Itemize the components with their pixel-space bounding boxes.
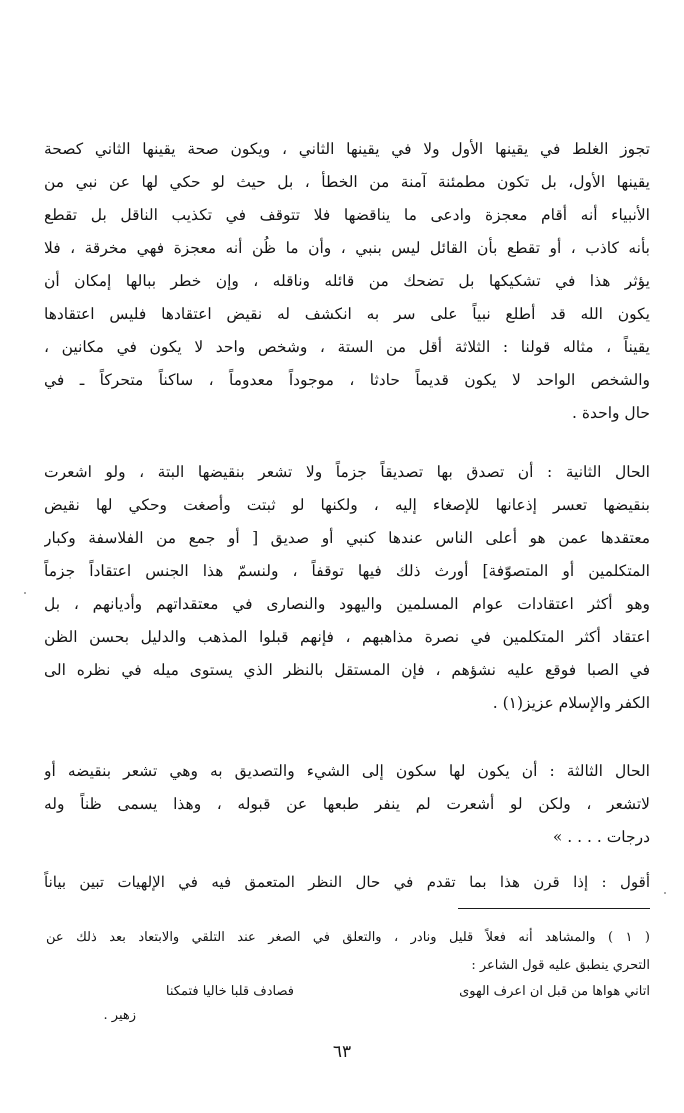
footnote-verse-second-hemistich: فصادف قلبا خاليا فتمكنا <box>165 984 294 999</box>
text-line: معتقدها عمن هو أعلى الناس عندها كنبي أو صديق [ أو جمع من الفلاسفة وكبار <box>44 529 650 547</box>
paragraph-third-state <box>44 755 650 854</box>
text-line: وهو أكثر اعتقادات عوام المسلمين واليهود والنصارى في معتقداتهم وأديانهم ، بل <box>44 595 650 613</box>
text-line: لاتشعر ، ولكن لو أشعرت لم ينفر طبعها عن قبوله ، وهذا يسمى ظناً وله <box>44 795 650 813</box>
text-line: الحال الثانية : أن تصدق بها تصديقاً جزماً ولا تشعر بنقيضها البتة ، ولو اشعرت <box>44 463 650 481</box>
text-line: درجات . . . . » <box>552 828 650 846</box>
text-line: في الصبا فوقع عليه نشؤهم ، فإن المستقل بالنظر الذي يستوى ميله في نظره الى <box>44 661 650 679</box>
footnote-separator <box>458 908 650 909</box>
paragraph-author-comment <box>44 866 650 899</box>
text-line: المتكلمين أو المتصوّفة] أورث ذلك فيها توقفاً ، ولنسمّ هذا الجنس اعتقاداً جزماً <box>44 562 650 580</box>
margin-speck <box>24 592 26 594</box>
text-line: حال واحدة . <box>572 404 650 422</box>
margin-speck <box>664 892 666 894</box>
text-line: الكفر والإسلام عزيز(١) . <box>492 694 650 712</box>
text-line: الأنبياء أنه أقام معجزة وادعى ما يناقضها فلا تتوقف في تكذيب الناقل بل تقطع <box>44 206 650 224</box>
text-line: اعتقاد أكثر المتكلمين في نصرة مذاهبهم ، فإنهم قبلوا المذهب والدليل بحسن الظن <box>44 628 650 646</box>
text-line: يكون الله قد أطلع نبياً على سر به انكشف له نقيض اعتقادها فليس اعتقادها <box>44 305 650 323</box>
paragraph-certainty-conditions <box>44 133 650 430</box>
text-line: بنقيضها تعسر إذعانها للإصغاء إليه ، ولكنها لو ثبتت وأصغت وحكي لها نقيض <box>44 496 650 514</box>
paragraph-second-state <box>44 456 650 720</box>
text-line: بأنه كاذب ، أو تقطع بأن القائل ليس بنبي ، وأن ما ظُن أنه معجزة فهي مخرقة ، فلا <box>44 239 650 257</box>
text-line: يقيناً ، مثاله قولنا : الثلاثة أقل من الستة ، وشخص واحد لا يكون في مكانين ، <box>44 338 650 356</box>
text-line: الحال الثالثة : أن يكون لها سكون إلى الشيء والتصديق به وهي تشعر بنقيضه أو <box>44 762 650 780</box>
text-line: تجوز الغلط في يقينها الأول ولا في يقينها الثاني ، ويكون صحة يقينها الثاني كصحة <box>44 140 650 158</box>
text-line: أقول : إذا قرن هذا بما تقدم في حال النظر المتعمق فيه في الإلهيات تبين بياناً <box>44 873 650 891</box>
footnote-line: ( ١ ) والمشاهد أنه فعلاً قليل ونادر ، والتعلق في الصغر عند التلقي والابتعاد بعد ذلك عن <box>46 930 650 945</box>
footnote-verse-first-hemistich: اتاني هواها من قبل ان اعرف الهوى <box>459 984 650 999</box>
text-line: والشخص الواحد لا يكون قديماً حادثا ، موجوداً معدوماً ، ساكناً متحركاً ـ في <box>44 371 650 389</box>
footnote-line: التحري ينطبق عليه قول الشاعر : <box>471 958 650 973</box>
text-line: يؤثر هذا في تشكيكها بل تضحك من قائله وناقله ، وإن خطر ببالها إمكان أن <box>44 272 650 290</box>
page-number: ٦٣ <box>332 1042 352 1062</box>
footnote-poet-attribution: زهير . <box>103 1008 136 1023</box>
text-line: يقينها الأول، بل تكون مطمئنة آمنة من الخطأ ، بل حيث لو حكي لها عن نبي من <box>44 173 650 191</box>
